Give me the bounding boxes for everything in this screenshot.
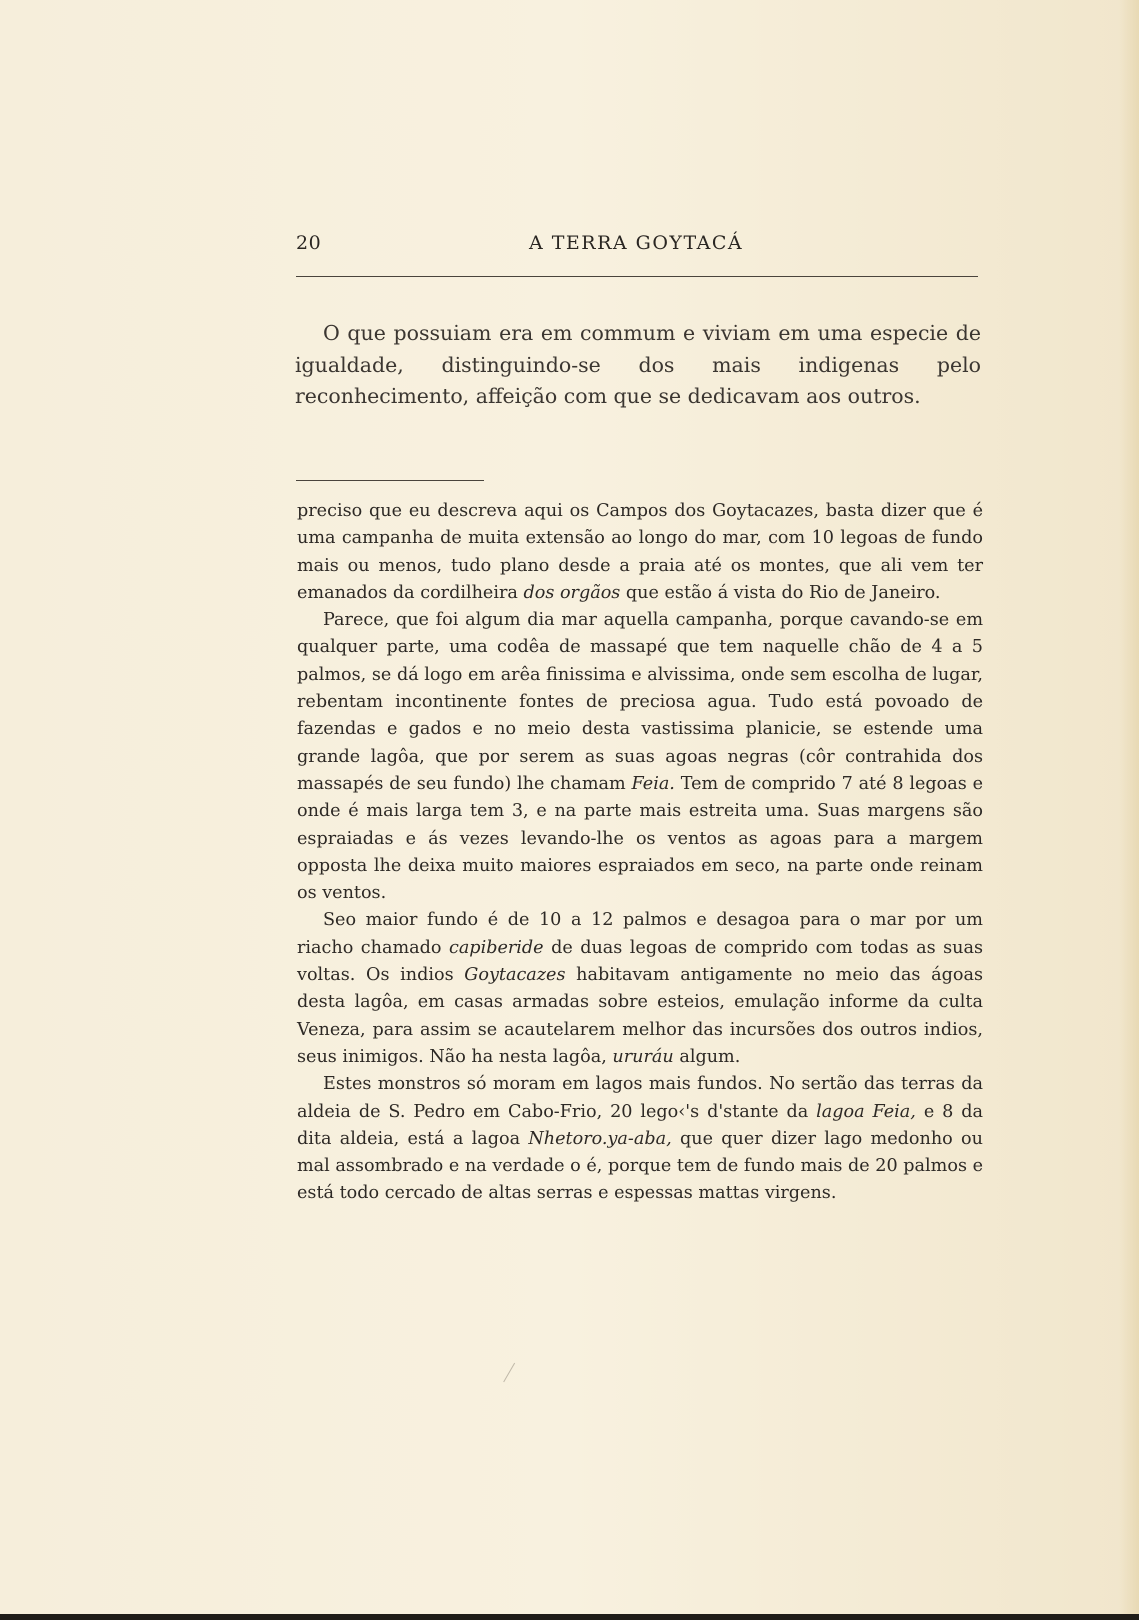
page-edge-shadow — [1119, 0, 1139, 1620]
page-header — [296, 232, 976, 262]
italic-term: lagoa Feia, — [816, 1101, 916, 1122]
text-run: preciso que eu descreva aqui os Campos dos Goytacazes, basta dizer que é uma campanha de muita extensão ao longo do mar, com 10 legoas de fundo mais ou menos, tudo plano desde a praia até os montes, que ali vem ter emanados da cordilheira — [297, 501, 983, 603]
text-run: e 8 da dita aldeia, está a lagoa — [297, 1101, 983, 1149]
text-run: de duas legoas de comprido com todas as suas voltas. Os indios — [297, 937, 983, 986]
italic-term: capiberide — [448, 937, 544, 958]
intro-section — [295, 318, 981, 413]
italic-term: Feia. — [631, 773, 675, 794]
text-run: Estes monstros só moram em lagos mais fundos. No sertão das terras da aldeia de S. Pedro em Cabo-Frio, 20 lego‹'s d'stante da — [297, 1074, 983, 1122]
italic-term: dos orgãos — [523, 582, 621, 603]
text-run: algum. — [673, 1046, 741, 1067]
text-run: Parece, que foi algum dia mar aquella campanha, porque cavando-se em qualquer parte, uma codêa de massapé que tem naquelle chão de 4 a 5 palmos, se dá logo em arêa finissima e alvissima, onde sem escolha de lugar, rebentam incontinente fontes de preciosa agua. Tudo está povoado de fazendas e gados e no meio desta vastissima planicie, se estende uma grande lagôa, que por serem as suas agoas negras (côr contrahida dos massapés de seu fundo) lhe chamam — [297, 610, 983, 794]
intro-paragraph: O que possuiam era em commum e viviam em uma especie de igualdade, distinguindo-se dos mais indigenas pelo reconhecimento, affeição com que se dedicavam aos outros. — [295, 321, 981, 408]
paragraph-monstros — [297, 1071, 983, 1207]
italic-term: Goytacazes — [464, 965, 566, 986]
text-run: que quer dizer lago medonho ou mal assombrado e na verdade o é, porque tem de fundo mais de 20 palmos e está todo cercado de altas serras e espessas mattas virgens. — [297, 1128, 983, 1204]
italic-term: ururáu — [612, 1046, 674, 1067]
text-run: habitavam antigamente no meio das ágoas desta lagôa, em casas armadas sobre esteios, emulação informe da culta Veneza, para assim se acautelarem melhor das incursões dos outros indios, seus inimigos. Não ha nesta lagôa, — [297, 965, 983, 1067]
section-divider — [296, 480, 484, 481]
running-title: A TERRA GOYTACÁ — [529, 232, 744, 254]
paragraph-fundo — [297, 907, 983, 1071]
text-run: Seo maior fundo é de 10 a 12 palmos e desagoa para o mar por um riacho chamado — [297, 910, 983, 958]
pencil-mark — [503, 1363, 524, 1388]
paragraph-lagoa — [297, 607, 983, 907]
header-rule — [296, 276, 978, 277]
page-number: 20 — [296, 232, 322, 254]
body-text — [297, 498, 983, 1208]
italic-term: Nhetoro.ya-aba, — [528, 1128, 672, 1149]
text-run: que estão á vista do Rio de Janeiro. — [620, 582, 941, 603]
paragraph-campos — [297, 498, 983, 607]
text-run: Tem de comprido 7 até 8 legoas e onde é mais larga tem 3, e na parte mais estreita uma. Suas margens são espraiadas e ás vezes levando-lhe os ventos as agoas para a margem opposta lhe deixa muito maiores espraiados em seco, na parte onde reinam os ventos. — [297, 773, 983, 904]
scan-bottom-edge — [0, 1614, 1139, 1620]
